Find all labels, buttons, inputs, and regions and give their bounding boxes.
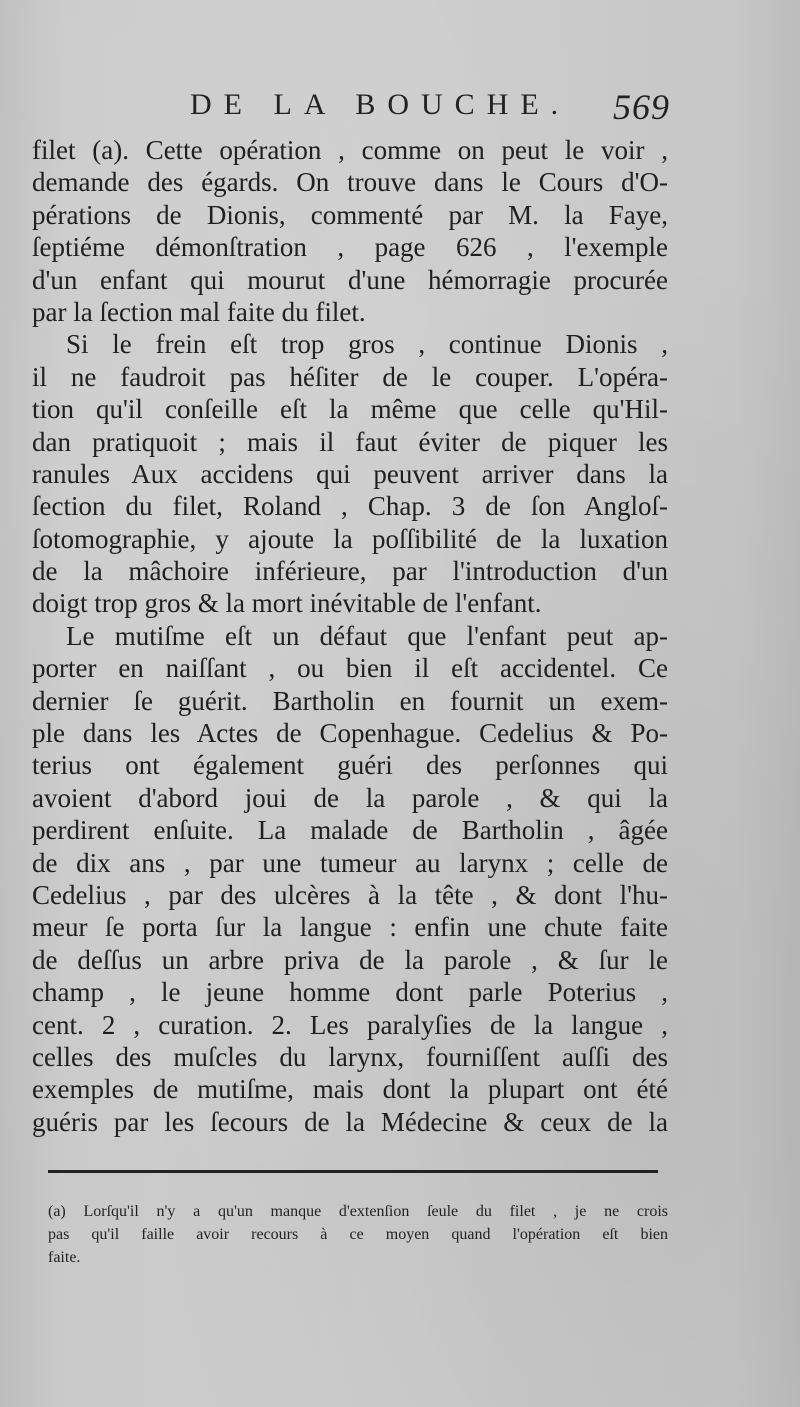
text-line: par la ſection mal faite du filet. xyxy=(32,296,366,327)
text-line: terius ont également guéri des perſonnes qui xyxy=(32,750,668,781)
text-line: exemples de mutiſme, mais dont la plupart ont été xyxy=(32,1074,668,1105)
running-head xyxy=(190,86,670,130)
text-line: dan pratiquoit ; mais il faut éviter de piquer les xyxy=(32,426,668,457)
page-number: 569 xyxy=(613,87,670,127)
text-line: champ , le jeune homme dont parle Poterius , xyxy=(32,977,668,1008)
footnote-rule xyxy=(48,1170,658,1173)
text-line: porter en naiſſant , ou bien il eſt accidentel. Ce xyxy=(32,653,668,684)
text-line: demande des égards. On trouve dans le Cours d'O- xyxy=(32,167,668,198)
text-line: Le mutiſme eſt un défaut que l'enfant peut ap- xyxy=(66,620,668,651)
text-line: pérations de Dionis, commenté par M. la Faye, xyxy=(32,199,668,230)
text-line: filet (a). Cette opération , comme on peut le voir , xyxy=(32,135,668,165)
text-line: ſection du filet, Roland , Chap. 3 de ſon Angloſ- xyxy=(32,491,668,522)
running-title: DE LA BOUCHE. xyxy=(190,88,571,121)
footnote xyxy=(48,1200,668,1269)
footnote-line: faite. xyxy=(48,1249,81,1266)
text-line: dernier ſe guérit. Bartholin en fournit un exem- xyxy=(32,685,668,716)
text-line: doigt trop gros & la mort inévitable de l'enfant. xyxy=(32,588,542,619)
text-line: meur ſe porta ſur la langue : enfin une chute faite xyxy=(32,912,668,943)
text-line: de dix ans , par une tumeur au larynx ; celle de xyxy=(32,847,668,878)
text-line: il ne faudroit pas héſiter de le couper. L'opéra- xyxy=(32,361,668,392)
text-line: celles des muſcles du larynx, fourniſſent auſſi des xyxy=(32,1041,668,1072)
text-line: ple dans les Actes de Copenhague. Cedelius & Po- xyxy=(32,718,668,749)
body-text xyxy=(32,134,668,1138)
text-line: ſotomographie, y ajoute la poſſibilité de la luxation xyxy=(32,523,668,554)
text-line: de la mâchoire inférieure, par l'introduction d'un xyxy=(32,556,668,587)
text-line: tion qu'il conſeille eſt la même que celle qu'Hil- xyxy=(32,394,668,425)
text-line: d'un enfant qui mourut d'une hémorragie procurée xyxy=(32,264,668,295)
text-line: guéris par les ſecours de la Médecine & ceux de la xyxy=(32,1106,668,1137)
footnote-line: (a) Lorſqu'il n'y a qu'un manque d'extenſion ſeule du filet , je ne crois xyxy=(48,1203,668,1220)
text-line: Si le frein eſt trop gros , continue Dionis , xyxy=(66,329,668,360)
text-line: de deſſus un arbre priva de la parole , & ſur le xyxy=(32,944,668,975)
text-line: cent. 2 , curation. 2. Les paralyſies de la langue , xyxy=(32,1009,668,1040)
text-line: ranules Aux accidens qui peuvent arriver dans la xyxy=(32,458,668,489)
text-line: avoient d'abord joui de la parole , & qui la xyxy=(32,782,668,813)
text-line: Cedelius , par des ulcères à la tête , & dont l'hu- xyxy=(32,879,668,910)
footnote-line: pas qu'il faille avoir recours à ce moyen quand l'opération eſt bien xyxy=(48,1226,668,1243)
text-line: ſeptiéme démonſtration , page 626 , l'exemple xyxy=(32,232,668,263)
text-line: perdirent enſuite. La malade de Bartholin , âgée xyxy=(32,815,668,846)
